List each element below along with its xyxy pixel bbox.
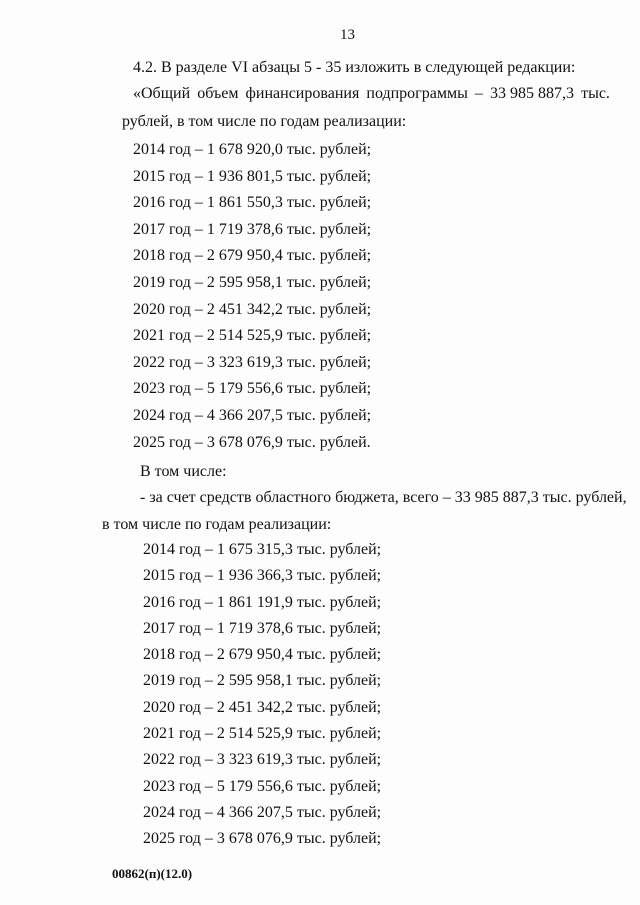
year-entry: 2017 год – 1 719 378,6 тыс. рублей; bbox=[133, 220, 372, 238]
year-entry: 2020 год – 2 451 342,2 тыс. рублей; bbox=[133, 300, 372, 318]
including-label: В том числе: bbox=[140, 463, 227, 480]
year-entry: 2021 год – 2 514 525,9 тыс. рублей; bbox=[143, 725, 382, 743]
year-entry: 2017 год – 1 719 378,6 тыс. рублей; bbox=[143, 619, 382, 637]
intro-word: тыс. bbox=[581, 85, 610, 102]
document-code: 00862(п)(12.0) bbox=[112, 866, 193, 881]
year-entry: 2016 год – 1 861 191,9 тыс. рублей; bbox=[143, 593, 382, 611]
year-entry: 2022 год – 3 323 619,3 тыс. рублей; bbox=[133, 353, 372, 371]
intro-word: – bbox=[474, 85, 483, 102]
year-entry: 2023 год – 5 179 556,6 тыс. рублей; bbox=[143, 777, 382, 795]
year-entry: 2025 год – 3 678 076,9 тыс. рублей; bbox=[143, 830, 382, 848]
intro-total-amount: 33 985 887,3 bbox=[490, 85, 574, 102]
year-entry: 2019 год – 2 595 958,1 тыс. рублей; bbox=[133, 273, 372, 291]
regional-budget-line-1: - за счет средств областного бюджета, всего – 33 985 887,3 тыс. рублей, bbox=[140, 489, 627, 506]
page-number: 13 bbox=[340, 27, 355, 43]
year-entry: 2018 год – 2 679 950,4 тыс. рублей; bbox=[133, 247, 372, 265]
year-entry: 2023 год – 5 179 556,6 тыс. рублей; bbox=[133, 380, 372, 398]
intro-word: финансирования bbox=[245, 85, 360, 102]
year-entry: 2020 год – 2 451 342,2 тыс. рублей; bbox=[143, 698, 382, 716]
intro-word: объем bbox=[197, 85, 239, 102]
year-entry: 2021 год – 2 514 525,9 тыс. рублей; bbox=[133, 327, 372, 345]
intro-line-2: рублей, в том числе по годам реализации: bbox=[122, 113, 407, 130]
intro-word: «Общий bbox=[133, 85, 191, 102]
year-entry: 2019 год – 2 595 958,1 тыс. рублей; bbox=[143, 672, 382, 690]
intro-line-1 bbox=[133, 84, 610, 104]
year-entry: 2014 год – 1 675 315,3 тыс. рублей; bbox=[143, 541, 382, 558]
regional-by-year-list bbox=[143, 540, 381, 856]
regional-budget-line-2: в том числе по годам реализации: bbox=[102, 516, 332, 533]
year-entry: 2022 год – 3 323 619,3 тыс. рублей; bbox=[143, 751, 382, 769]
year-entry: 2015 год – 1 936 801,5 тыс. рублей; bbox=[133, 167, 372, 185]
year-entry: 2024 год – 4 366 207,5 тыс. рублей; bbox=[143, 803, 382, 821]
year-entry: 2025 год – 3 678 076,9 тыс. рублей. bbox=[133, 433, 371, 451]
year-entry: 2014 год – 1 678 920,0 тыс. рублей; bbox=[133, 141, 372, 158]
year-entry: 2024 год – 4 366 207,5 тыс. рублей; bbox=[133, 406, 372, 424]
year-entry: 2016 год – 1 861 550,3 тыс. рублей; bbox=[133, 194, 372, 212]
total-by-year-list bbox=[133, 140, 371, 459]
section-heading: 4.2. В разделе VI абзацы 5 - 35 изложить в следующей редакции: bbox=[133, 59, 576, 76]
intro-word: подпрограммы bbox=[366, 85, 468, 102]
year-entry: 2018 год – 2 679 950,4 тыс. рублей; bbox=[143, 646, 382, 664]
year-entry: 2015 год – 1 936 366,3 тыс. рублей; bbox=[143, 567, 382, 585]
